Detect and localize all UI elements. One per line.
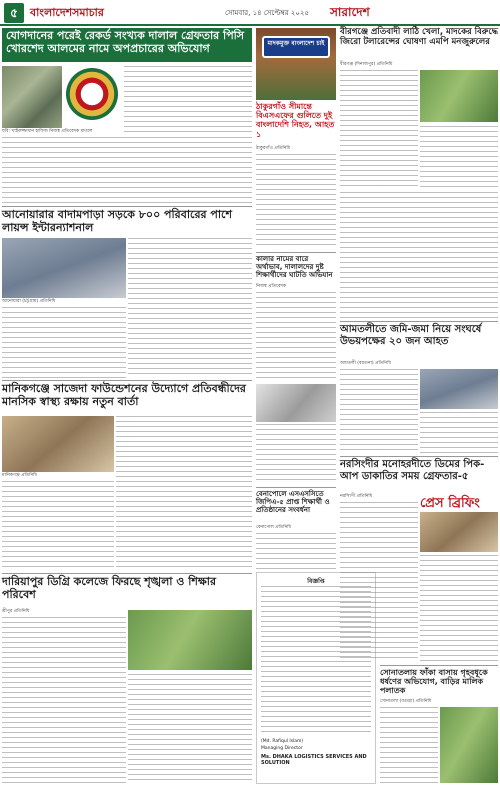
notice-signer: (Md. Rafiqul Islam) (261, 739, 304, 744)
article-2-caption: আনোয়ারা (চট্টগ্রাম) প্রতিনিধি (2, 299, 56, 304)
article-3-headline: মানিকগঞ্জে সাজেদা ফাউন্ডেশনের উদ্যোগে প্রতিবন্ধীদের মানসিক স্বাস্থ্য রক্ষায় নতুন বার্তা (2, 380, 252, 414)
article-9-photo (420, 369, 498, 409)
article-2-body-right (128, 238, 252, 378)
article-4-body-left (2, 617, 126, 783)
article-11-headline: সোনাতলায় ফাঁকা বাসায় গৃহবধূকে ধর্ষণের অভিযোগ, বাড়ির মালিক পলাতক (380, 665, 498, 697)
article-9-headline: আমতলীতে জমি-জমা নিয়ে সংঘর্ষে উভয়পক্ষের ২০ জন আহত (340, 321, 498, 359)
article-10-headline: নরসিংদীর মনোহরদীতে ডিমের পিক-আপ ডাকাতির সময় গ্রেফতার-৫ (340, 456, 498, 492)
article-6-body (256, 292, 336, 382)
article-8-headline: বীরগঞ্জে প্রতিবাদী লাঠি খেলা, মাদকের বিরুদ্ধে জিরো টলারেন্সের ঘোষণা এমপি মনজুরুলের (340, 27, 498, 47)
article-2-body-left (2, 307, 126, 378)
article-3-body-right (116, 416, 252, 570)
article-5-sign-text: মাদকমুক্ত বাংলাদেশ চাই (267, 40, 325, 47)
article-8-body-lower (340, 192, 498, 318)
police-emblem-icon (66, 68, 118, 120)
article-4-photo (128, 610, 252, 670)
article-3-body-left (2, 481, 114, 570)
article-11-photo (440, 707, 498, 783)
article-8-caption: বীরগঞ্জ (দিনাজপুর) প্রতিনিধি (340, 62, 393, 67)
article-5-photo-sign (256, 28, 336, 100)
article-9-body-left (340, 369, 418, 453)
article-2-headline: আনোয়ারার বাদামপাড়া সড়কে ৮০০ পরিবারের পাশে লায়ন্স ইন্টারন্যাশনাল (2, 206, 252, 236)
article-5-body (256, 154, 336, 249)
article-1-caption: ছবি: খাইরুজ্জামান হাফিজ নিজস্ব প্রতিবেদক মাতাল (2, 129, 93, 134)
article-1-body-right (124, 66, 252, 132)
article-7-caption: বেনাপোল প্রতিনিধি (256, 525, 292, 530)
article-4-caption: শ্রীপুর প্রতিনিধি (2, 609, 30, 614)
notice-role: Managing Director (261, 746, 303, 751)
notice-company: Ms. DHAKA LOGISTICS SERVICES AND SOLUTION (261, 754, 367, 766)
article-4-headline: দারিয়াপুর ডিগ্রি কলেজে ফিরছে শৃঙ্খলা ও শিক্ষার পরিবেশ (2, 573, 252, 607)
article-6-photo (256, 384, 336, 422)
article-3-caption: মানিকগঞ্জ প্রতিনিধি (2, 473, 37, 478)
article-8-body-left (340, 70, 418, 190)
page-header (0, 0, 500, 26)
press-briefing-label: প্রেস ব্রিফিং (420, 496, 480, 511)
article-1-photo-officer (2, 66, 62, 128)
article-11-body (380, 707, 438, 783)
article-10-caption: নরসিংদী প্রতিনিধি (340, 494, 373, 499)
article-6-caption: নিজস্ব প্রতিবেদক (256, 284, 287, 289)
article-4-body-right (128, 674, 252, 783)
article-11-caption: সোনাতলা (বগুড়া) প্রতিনিধি (380, 699, 432, 704)
notice-title: বিজ্ঞপ্তি (307, 578, 325, 585)
article-5-caption: ঠাকুরগাঁও প্রতিনিধি (256, 146, 291, 151)
article-2-photo (2, 238, 126, 298)
article-7-body (256, 533, 336, 569)
article-8-body-right (420, 126, 498, 190)
article-10-photo (420, 512, 498, 552)
article-10-body-left (340, 502, 418, 662)
article-9-body-right (420, 412, 498, 453)
article-3-photo (2, 416, 114, 472)
article-5-headline: ঠাকুরগাঁও সীমান্তে বিএসএফের গুলিতে দুই বাংলাদেশি নিহত, আহত ১ (256, 102, 335, 139)
article-8-photo (420, 70, 498, 122)
section-title: সারাদেশ (330, 5, 370, 19)
article-7-headline: বেনাপোলে এসএসসিতে জিপিএ-৫ প্রাপ্ত শিক্ষার্থী ও প্রতিষ্ঠানের সংবর্ধনা (256, 487, 336, 523)
issue-date: সোমবার, ১৪ সেপ্টেম্বর ২০২৫ (225, 9, 309, 17)
article-9-caption: আমতলী (বরগুনা) প্রতিনিধি (340, 361, 391, 366)
article-6-body-lower (256, 424, 336, 484)
article-10-body-right (420, 555, 498, 662)
page-number: ৫ (4, 3, 24, 23)
article-1-body (2, 137, 252, 203)
article-6-headline: কালার নামের বারে অর্থাভাব, দালালদের দুষ্ট শিক্ষার্থীদের ঘাটতি অভিযান (256, 252, 336, 282)
newspaper-logo: বাংলাদেশসমাচার (30, 6, 104, 19)
article-1-headline: যোগদানের পরেই রেকর্ড সংখ্যক দালাল গ্রেফতার পিসি খোরশেদ আলমের নামে অপপ্রচারের অভিযোগ (2, 28, 252, 62)
